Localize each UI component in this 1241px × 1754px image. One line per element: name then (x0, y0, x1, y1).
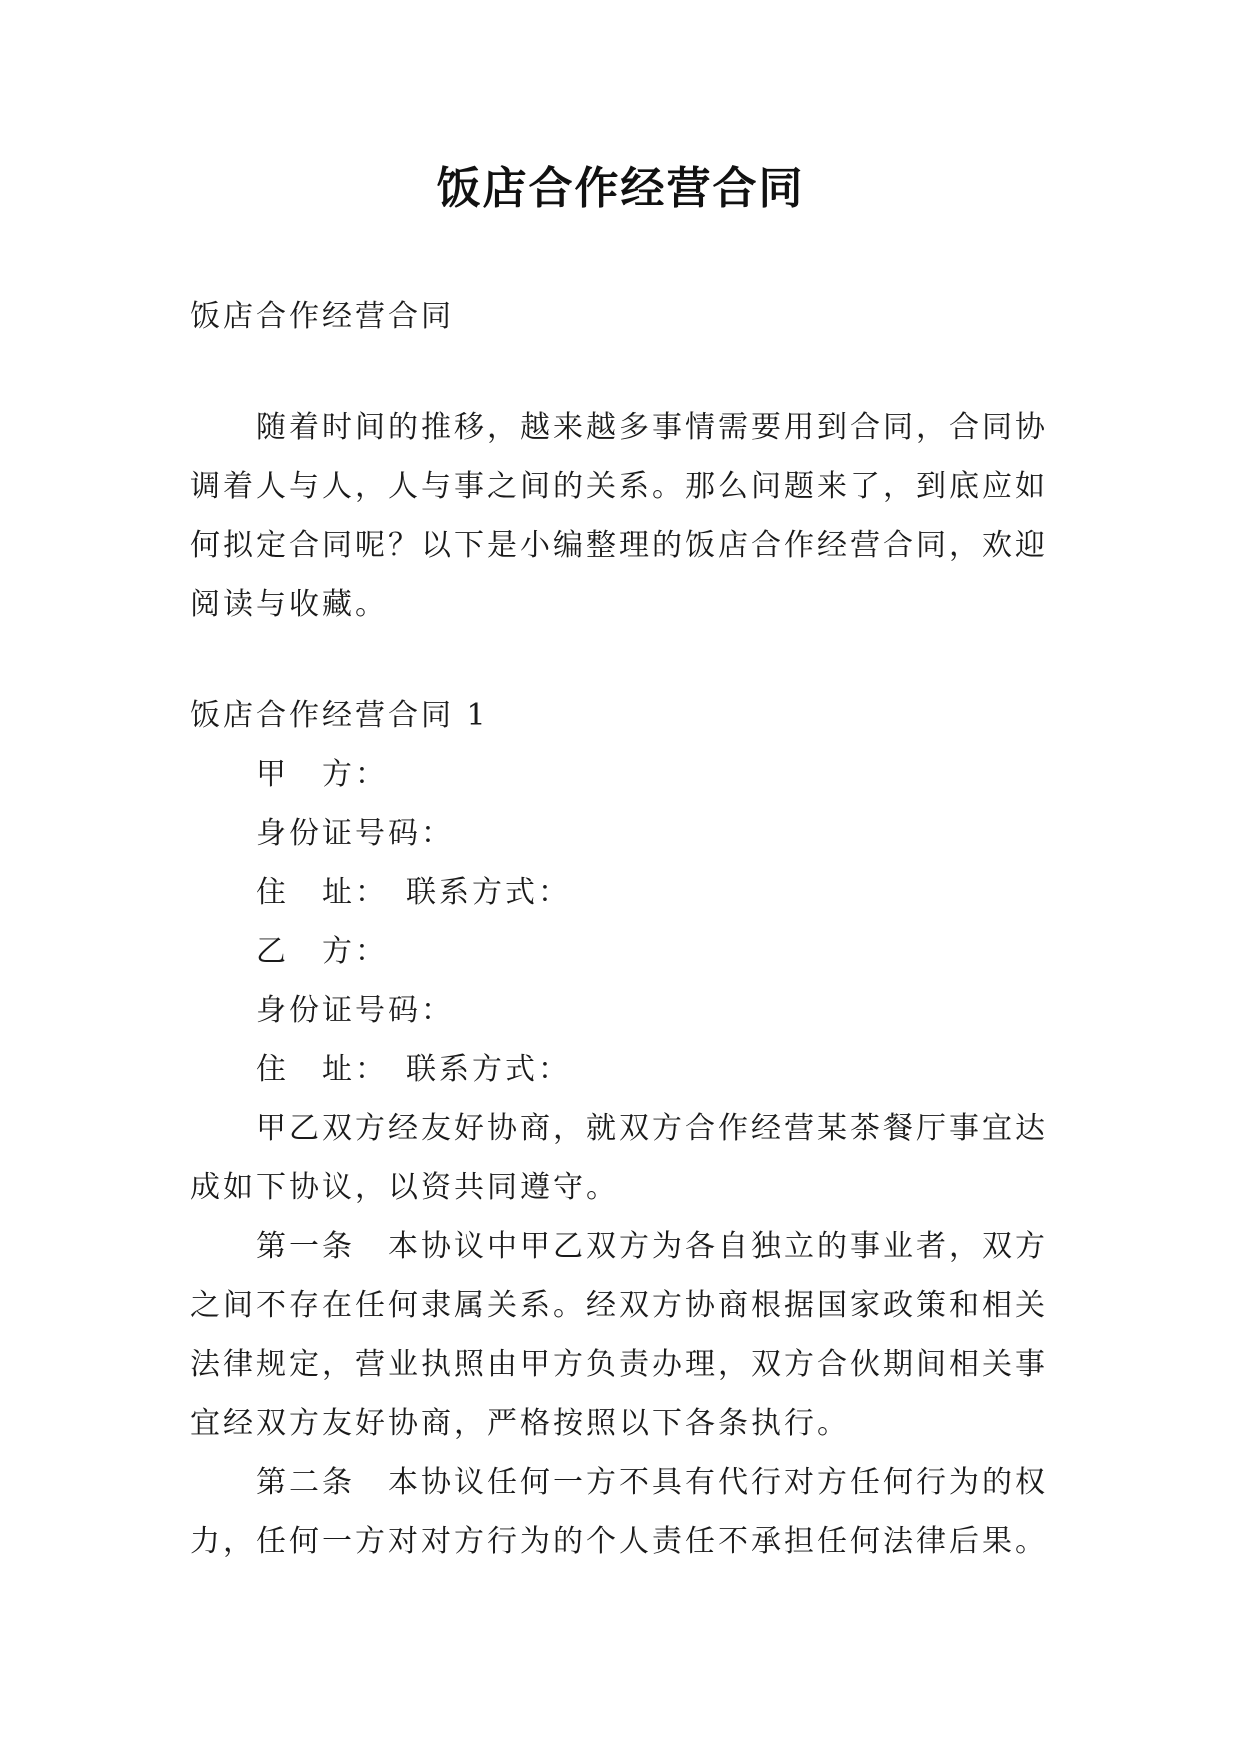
party-a-id-label: 身份证号码： (256, 816, 454, 851)
document-body (190, 287, 1060, 1571)
document-subtitle: 饭店合作经营合同 (190, 299, 454, 334)
agreement-intro-paragraph (190, 1099, 1060, 1217)
article-1-line: 之间不存在任何隶属关系。经双方协商根据国家政策和相关 (190, 1288, 1048, 1323)
article-1-paragraph (190, 1217, 1060, 1453)
article-2-line: 第二条 本协议任何一方不具有代行对方任何行为的权 (256, 1465, 1048, 1500)
intro-line: 何拟定合同呢？以下是小编整理的饭店合作经营合同，欢迎 (190, 528, 1048, 563)
article-1-line: 法律规定，营业执照由甲方负责办理，双方合伙期间相关事 (190, 1347, 1048, 1382)
agreement-intro-line: 成如下协议，以资共同遵守。 (190, 1170, 619, 1205)
document-title: 饭店合作经营合同 (436, 163, 805, 214)
article-2-paragraph (190, 1453, 1060, 1571)
party-b-label: 乙 方： (256, 934, 388, 969)
parties-block (190, 745, 1060, 1099)
party-b-address-label: 住 址： 联系方式： (256, 1052, 571, 1087)
intro-line: 调着人与人，人与事之间的关系。那么问题来了，到底应如 (190, 469, 1048, 504)
party-a-label: 甲 方： (256, 757, 388, 792)
article-1-line: 第一条 本协议中甲乙双方为各自独立的事业者，双方 (256, 1229, 1048, 1264)
article-1-line: 宜经双方友好协商，严格按照以下各条执行。 (190, 1406, 850, 1441)
section-heading: 饭店合作经营合同 1 (190, 698, 489, 733)
article-2-line: 力，任何一方对对方行为的个人责任不承担任何法律后果。 (190, 1524, 1048, 1559)
party-b-id-label: 身份证号码： (256, 993, 454, 1028)
intro-line: 随着时间的推移，越来越多事情需要用到合同，合同协 (256, 410, 1048, 445)
party-a-address-label: 住 址： 联系方式： (256, 875, 571, 910)
intro-paragraph (190, 398, 1060, 634)
agreement-intro-line: 甲乙双方经友好协商，就双方合作经营某茶餐厅事宜达 (256, 1111, 1048, 1146)
intro-line: 阅读与收藏。 (190, 587, 388, 622)
